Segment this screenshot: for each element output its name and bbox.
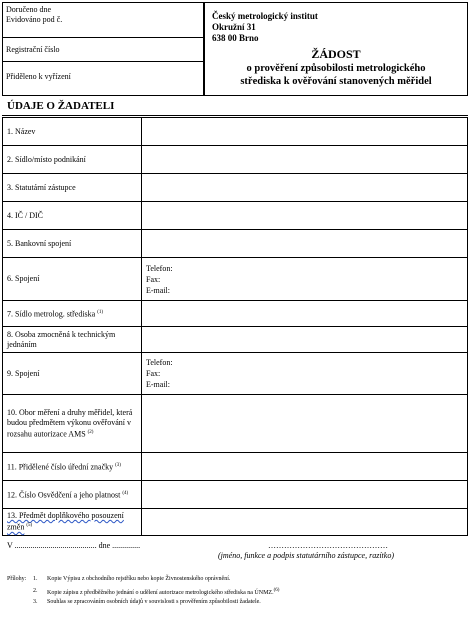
divider	[2, 115, 468, 116]
table-row	[3, 118, 468, 146]
scope-field[interactable]	[142, 395, 468, 453]
row-label-center: 7. Sídlo metrolog. střediska $^{(1)}$	[3, 301, 142, 327]
row-label-contact-2: 9. Spojení	[3, 353, 142, 395]
statutory-field[interactable]	[142, 174, 468, 202]
row-label-contact: 6. Spojení	[3, 258, 142, 301]
changes-field[interactable]	[142, 509, 468, 536]
table-row	[3, 258, 468, 301]
signature-line[interactable]: ………………………………………	[268, 541, 388, 550]
institute-city: 638 00 Brno	[212, 33, 259, 43]
reg-number-label: Registrační číslo	[6, 45, 60, 54]
row-label-address: 2. Sídlo/místo podnikání	[3, 146, 142, 174]
row-label-bank: 5. Bankovní spojení	[3, 230, 142, 258]
mark-field[interactable]	[142, 453, 468, 481]
table-row	[3, 202, 468, 230]
table-row	[3, 230, 468, 258]
divider	[3, 61, 203, 62]
email-label: E-mail:	[146, 285, 170, 295]
row-label-scope: 10. Obor měření a druhy měřidel, která budou předmětem výkonu ověřování v rozsahu autorizace AMS $^{(2)}$	[3, 395, 142, 453]
table-row	[3, 353, 468, 395]
signature-caption: (jméno, funkce a podpis statutárního zástupce, razítko)	[218, 551, 394, 560]
admin-box	[2, 2, 204, 96]
attachment-number: 3.	[33, 599, 38, 605]
contact-field-2[interactable]	[142, 353, 468, 395]
place-date-line[interactable]: V ......................................... dne ..............	[7, 541, 141, 550]
row-label-mark: 11. Přidělené číslo úřední značky $^{(3)}$	[3, 453, 142, 481]
row-label-name: 1. Název	[3, 118, 142, 146]
title-box	[204, 2, 468, 96]
table-row	[3, 481, 468, 509]
phone-label: Telefon:	[146, 263, 173, 273]
phone-label: Telefon:	[146, 358, 173, 367]
attachment-text: Kopie Výpisu z obchodního rejstříku nebo kopie Živnostenského oprávnění.	[47, 576, 231, 582]
attachment-number: 2.	[33, 588, 38, 594]
institute-name: Český metrologický institut	[212, 11, 318, 21]
row-label-statutory: 3. Statutární zástupce	[3, 174, 142, 202]
form-subtitle-line2: střediska k ověřování stanovených měřidel	[240, 76, 432, 87]
row-label-authorized: 8. Osoba zmocněná k technickým jednáním	[3, 327, 142, 353]
attachment-text: Kopie zápisu z předběžného jednání o udělení autorizace metrologického střediska na ÚNMZ.$^{(6)}$	[47, 588, 280, 596]
center-field[interactable]	[142, 301, 468, 327]
table-row	[3, 509, 468, 536]
institute-street: Okružní 31	[212, 22, 256, 32]
attachments-label: Přílohy:	[7, 576, 27, 582]
table-row	[3, 146, 468, 174]
name-field[interactable]	[142, 118, 468, 146]
attachment-number: 1.	[33, 576, 38, 582]
assigned-label: Přiděleno k vyřízení	[6, 72, 71, 81]
row-label-changes: 13. Předmět doplňkového posouzení změn $^{(5)}$	[3, 509, 142, 536]
contact-field[interactable]	[142, 258, 468, 301]
form-title: ŽÁDOST	[311, 47, 361, 61]
attachment-text: Souhlas se zpracováním osobních údajů v souvislosti s prověřením způsobilosti žadatele.	[47, 599, 261, 605]
section-heading: ÚDAJE O ŽADATELI	[7, 100, 115, 112]
table-row	[3, 327, 468, 353]
table-row	[3, 174, 468, 202]
bank-field[interactable]	[142, 230, 468, 258]
certificate-field[interactable]	[142, 481, 468, 509]
authorized-field[interactable]	[142, 327, 468, 353]
table-row	[3, 301, 468, 327]
address-field[interactable]	[142, 146, 468, 174]
applicant-table	[2, 117, 468, 536]
divider	[3, 37, 203, 38]
fax-label: Fax:	[146, 369, 161, 378]
registered-label: Evidováno pod č.	[6, 15, 63, 24]
fax-label: Fax:	[146, 274, 161, 284]
table-row	[3, 453, 468, 481]
table-row	[3, 395, 468, 453]
row-label-ico: 4. IČ / DIČ	[3, 202, 142, 230]
email-label: E-mail:	[146, 380, 170, 389]
delivered-label: Doručeno dne	[6, 5, 52, 14]
ico-field[interactable]	[142, 202, 468, 230]
form-subtitle-line1: o prověření způsobilosti metrologického	[246, 63, 426, 74]
row-label-certificate: 12. Číslo Osvědčení a jeho platnost $^{(4)}$	[3, 481, 142, 509]
